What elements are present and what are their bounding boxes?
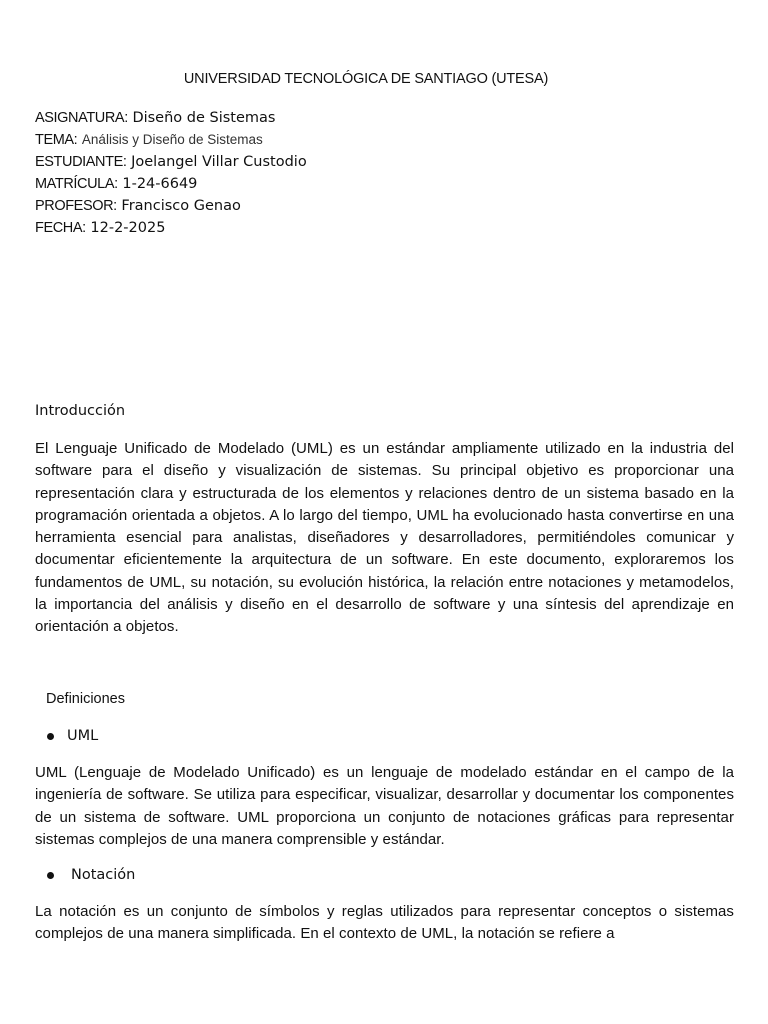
meta-value: Joelangel Villar Custodio — [131, 154, 307, 170]
definition-term: UML — [67, 728, 99, 744]
definition-notacion-term — [47, 867, 135, 883]
meta-row-profesor — [35, 195, 307, 217]
definition-notacion-paragraph: La notación es un conjunto de símbolos y reglas utilizados para representar conceptos o sistemas complejos de una manera simplificada. En el contexto de UML, la notación se refiere a — [35, 903, 734, 943]
bullet-icon — [47, 733, 54, 740]
meta-label: FECHA: — [35, 220, 86, 236]
meta-row-matricula — [35, 173, 307, 195]
meta-label: ESTUDIANTE: — [35, 154, 127, 170]
meta-value: Análisis y Diseño de Sistemas — [81, 132, 263, 147]
meta-value: 12-2-2025 — [90, 220, 166, 236]
definition-uml-term — [47, 728, 98, 744]
meta-label: ASIGNATURA: — [35, 110, 128, 126]
meta-row-asignatura — [35, 107, 307, 129]
meta-value: Francisco Genao — [121, 198, 241, 214]
institution-title: UNIVERSIDAD TECNOLÓGICA DE SANTIAGO (UTESA) — [183, 71, 549, 87]
meta-value: 1-24-6649 — [122, 176, 198, 192]
meta-label: PROFESOR: — [35, 198, 117, 214]
intro-heading: Introducción — [35, 403, 126, 419]
meta-label: TEMA: — [35, 132, 78, 148]
definition-uml-paragraph: UML (Lenguaje de Modelado Unificado) es un lenguaje de modelado estándar en el campo de la ingeniería de software. Se utiliza para especificar, visualizar, desarrollar y documentar los componentes de un sistema de software. UML proporciona un conjunto de notaciones gráficas para representar sistemas complejos de una manera comprensible y estándar. — [35, 764, 734, 848]
definition-term: Notación — [71, 867, 136, 883]
meta-value: Diseño de Sistemas — [132, 110, 276, 126]
cover-metadata — [35, 107, 307, 239]
bullet-icon — [47, 872, 54, 879]
meta-label: MATRÍCULA: — [35, 176, 118, 192]
intro-paragraph: El Lenguaje Unificado de Modelado (UML) es un estándar ampliamente utilizado en la industria del software para el diseño y visualización de sistemas. Su principal objetivo es proporcionar una representación clara y estructurada de los elementos y relaciones dentro de un sistema basado en la programación orientada a objetos. A lo largo del tiempo, UML ha evolucionado hasta convertirse en una herramienta esencial para analistas, diseñadores y desarrolladores, permitiéndoles comunicar y documentar eficientemente la arquitectura de un software. En este documento, exploraremos los fundamentos de UML, su notación, su evolución histórica, la relación entre notaciones y metamodelos, la importancia del análisis y diseño en el desarrollo de software y una síntesis del aprendizaje en orientación a objetos. — [35, 440, 734, 636]
definitions-heading: Definiciones — [46, 691, 125, 707]
meta-row-tema — [35, 129, 307, 151]
meta-row-estudiante — [35, 151, 307, 173]
meta-row-fecha — [35, 217, 307, 239]
